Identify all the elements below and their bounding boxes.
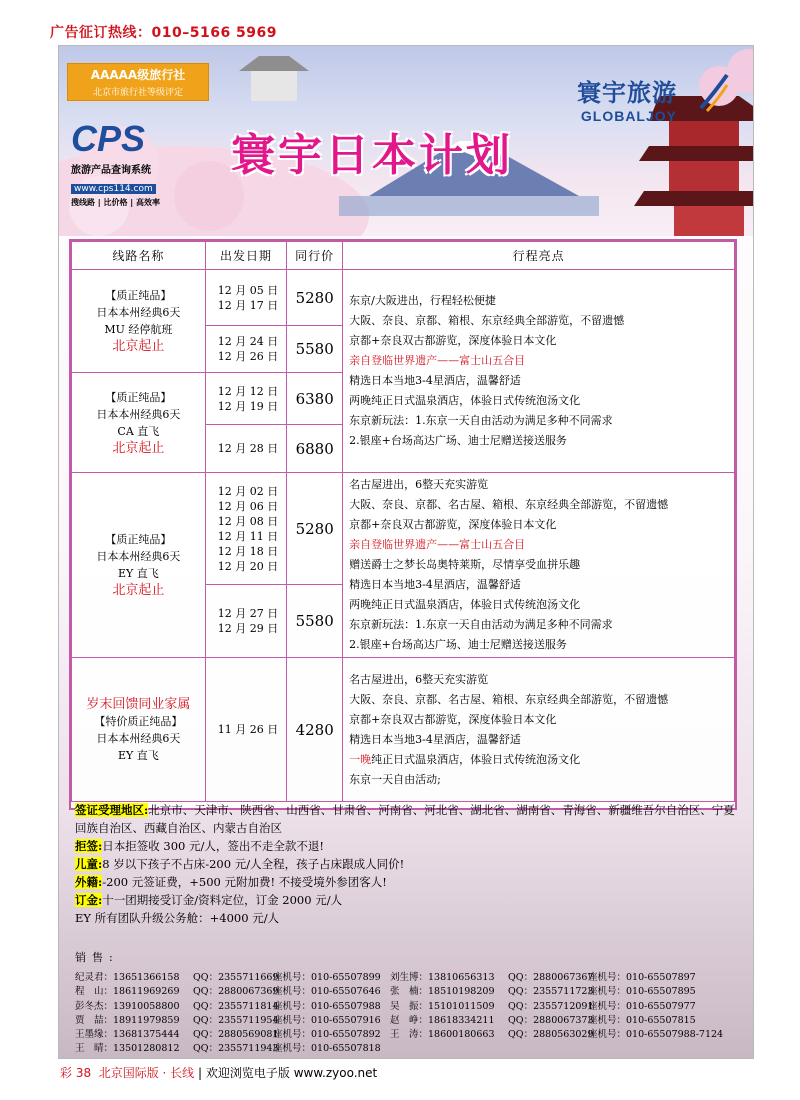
tour-table — [69, 239, 737, 810]
foreign-note: 外籍:-200 元签证费，+500 元附加费! 不接受境外参团客人! — [75, 875, 387, 889]
route-cell: 【质正纯品】 日本本州经典6天 CA 直飞 北京起止 — [72, 373, 206, 473]
col-dates: 出发日期 — [205, 242, 286, 270]
col-price: 同行价 — [287, 242, 343, 270]
aaaaa-badge — [67, 63, 209, 101]
col-highlights: 行程亮点 — [343, 242, 735, 270]
sales-row: 王墨缘：13681375444 QQ：2880569081座机号：010-65507892 王 涛：18600180663 QQ：2880563029座机号：010-65507988-7124 — [75, 1029, 724, 1041]
badge-line2: 北京市旅行社等级评定 — [92, 88, 183, 98]
sales-row: 王 晴：13501280812 QQ：2355711943座机号：010-65507818 — [75, 1043, 381, 1055]
dates-cell: 12 月 27 日 12 月 29 日 — [205, 585, 286, 658]
price-cell: 5580 — [287, 585, 343, 658]
sales-row: 贾 喆：18911979859 QQ：2355711954座机号：010-65507916 赵 峥：18618334211 QQ：2880067373座机号：010-65507815 — [75, 1014, 696, 1026]
upgrade-note: EY 所有团队升级公务舱：+4000 元/人 — [75, 911, 280, 925]
dates-cell: 12 月 28 日 — [205, 425, 286, 473]
sales-header: 销售: — [75, 951, 119, 964]
cps-tags: 搜线路 | 比价格 | 高效率 — [71, 198, 160, 207]
brand-en: GLOBALJOY — [580, 108, 677, 124]
sales-row: 彭冬杰：13910058800 QQ：2355711814座机号：010-65507988 吴 振：15101011509 QQ：2355712091座机号：010-65507977 — [75, 1000, 696, 1012]
route-cell: 【质正纯品】 日本本州经典6天 EY 直飞 北京起止 — [72, 473, 206, 658]
col-route: 线路名称 — [72, 242, 206, 270]
edition-label: 北京国际版 · 长线 — [98, 1066, 195, 1080]
highlights-cell: 东京/大阪进出，行程轻松便捷 大阪、奈良、京都、箱根、东京经典全部游览，不留遗憾 京都+奈良双古都游览，深度体验日本文化 亲自登临世界遗产——富士山五合目 精选日本当地3-4星酒店，温馨舒适 两晚纯正日式温泉酒店，体验日式传统泡汤文化 东京新玩法：1.东京一天自由活动为满足多种不同需求 2.银座+台场高达广场、迪士尼赠送接送服务 — [343, 270, 735, 473]
page-footer — [60, 1064, 377, 1081]
route-cell: 【质正纯品】 日本本州经典6天 MU 经停航班 北京起止 — [72, 270, 206, 373]
sales-row: 程 山：18611969269 QQ：2880067369座机号：010-65507646 张 楠：18510198209 QQ：2355711723座机号：010-65507895 — [75, 986, 696, 998]
dates-cell: 12 月 24 日 12 月 26 日 — [205, 326, 286, 373]
table-row — [72, 473, 735, 585]
visa-note: 签证受理地区:北京市、天津市、陕西省、山西省、甘肃省、河南省、河北省、湖北省、湖南省、青海省、新疆维吾尔自治区、宁夏回族自治区、西藏自治区、内蒙古自治区 — [75, 803, 735, 835]
child-note: 儿童:8 岁以下孩子不占床-200 元/人全程，孩子占床跟成人同价! — [75, 857, 405, 871]
footer-site[interactable]: 欢迎浏览电子版 www.zyoo.net — [205, 1066, 378, 1080]
footer-separator: | — [198, 1066, 203, 1080]
table-header-row — [72, 242, 735, 270]
dates-cell: 12 月 05 日 12 月 17 日 — [205, 270, 286, 326]
price-cell: 5280 — [287, 270, 343, 326]
ad-hotline: 广告征订热线：010–5166 5969 — [50, 25, 278, 41]
price-cell: 6880 — [287, 425, 343, 473]
brand-swoosh-icon — [699, 73, 729, 113]
price-cell: 6380 — [287, 373, 343, 425]
price-cell: 5280 — [287, 473, 343, 585]
highlights-cell: 名古屋进出，6整天充实游览 大阪、奈良、京都、名古屋、箱根、东京经典全部游览，不留遗憾 京都+奈良双古都游览，深度体验日本文化 亲自登临世界遗产——富士山五合目 赠送爵士之梦长岛奥特莱斯，尽情享受血拼乐趣 精选日本当地3-4星酒店，温馨舒适 两晚纯正日式温泉酒店，体验日式传统泡汤文化 东京新玩法：1.东京一天自由活动为满足多种不同需求 2.银座+台场高达广场、迪士尼赠送接送服务 — [343, 473, 735, 658]
highlights-cell: 名古屋进出，6整天充实游览 大阪、奈良、京都、名古屋、箱根、东京经典全部游览，不留遗憾 京都+奈良双古都游览，深度体验日本文化 精选日本当地3-4星酒店，温馨舒适 一晚纯正日式温泉酒店，体验日式传统泡汤文化 东京一天自由活动; — [343, 658, 735, 802]
table-row — [72, 270, 735, 326]
notes-section — [75, 801, 735, 927]
badge-line1: AAAAA级旅行社 — [90, 68, 186, 82]
sales-contacts — [75, 951, 740, 1056]
banner — [59, 46, 753, 236]
dates-cell: 12 月 12 日 12 月 19 日 — [205, 373, 286, 425]
table-row — [72, 658, 735, 802]
page-title: 寰宇日本计划 — [231, 130, 513, 181]
cps-system: 旅游产品查询系统 — [71, 165, 151, 176]
price-cell: 5580 — [287, 326, 343, 373]
top-bar — [0, 0, 800, 44]
dates-cell: 12 月 02 日 12 月 06 日 12 月 08 日 12 月 11 日 12 月 18 日 12 月 20 日 — [205, 473, 286, 585]
brand-cn: 寰宇旅游 — [577, 79, 677, 107]
price-cell: 4280 — [287, 658, 343, 802]
deposit-note: 订金:十一团期接受订金/资料定位，订金 2000 元/人 — [75, 893, 343, 907]
sales-row: 纪灵君：13651366158 QQ：2355711669座机号：010-65507899 刘生博：13810656313 QQ：2880067367座机号：010-65507897 — [75, 972, 696, 984]
route-cell: 岁末回馈同业家属 【特价质正纯品】 日本本州经典6天 EY 直飞 — [72, 658, 206, 802]
reject-note: 拒签:日本拒签收 300 元/人，签出不走全款不退! — [75, 839, 325, 853]
cps-logo: CPS — [71, 118, 146, 159]
cps-logo-block — [71, 118, 181, 208]
page-frame — [58, 45, 754, 1059]
page-number: 彩 38 — [60, 1066, 92, 1080]
globaljoy-brand — [577, 73, 677, 124]
dates-cell: 11 月 26 日 — [205, 658, 286, 802]
cps-url: www.cps114.com — [71, 184, 156, 194]
